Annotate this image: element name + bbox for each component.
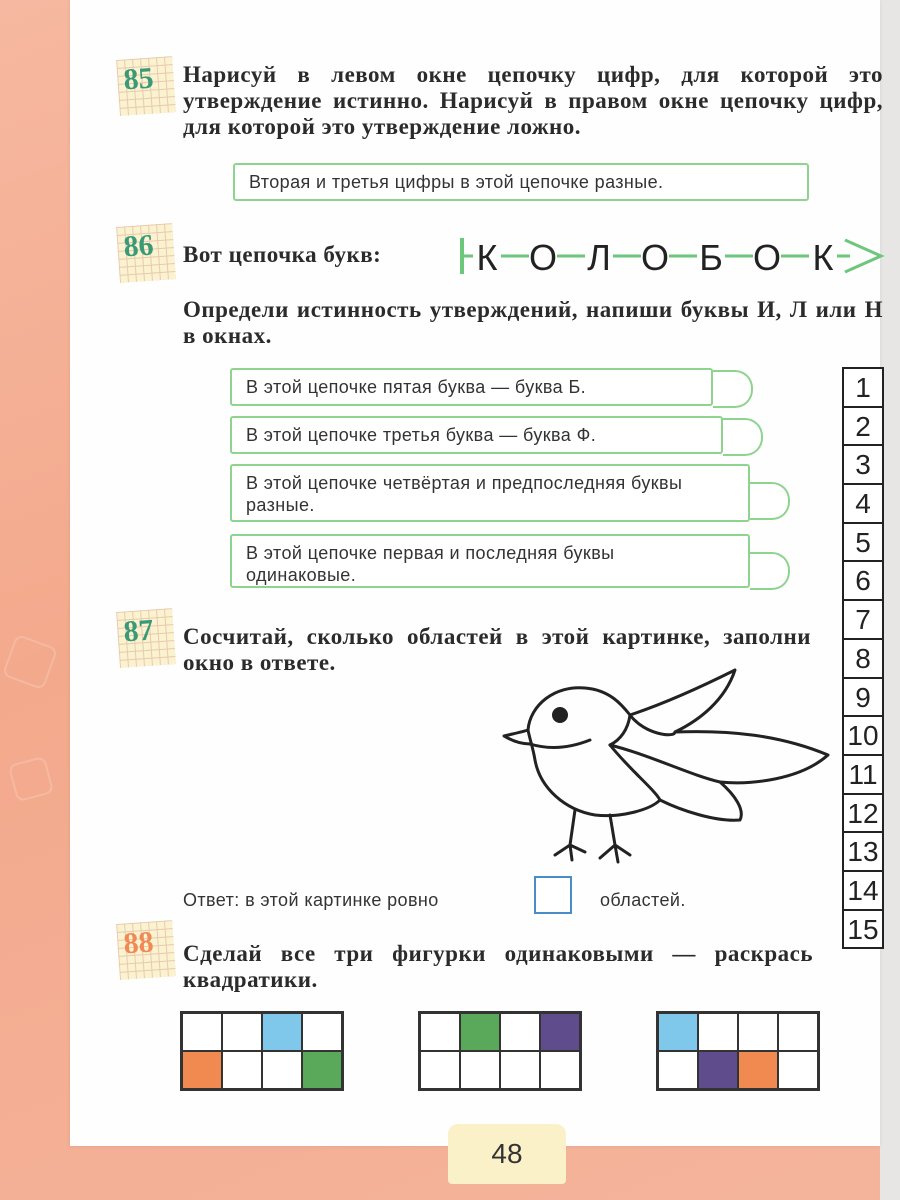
number-cell: 6 — [844, 562, 882, 601]
answer-window[interactable] — [750, 482, 790, 520]
color-grid-1 — [180, 1011, 344, 1091]
task-number: 88 — [122, 925, 155, 961]
task-number-badge — [116, 223, 176, 283]
chain-letter: О — [640, 237, 670, 278]
textbook-page — [70, 0, 883, 1169]
statement-box: В этой цепочке пятая буква — буква Б. — [230, 368, 713, 406]
statement-box: В этой цепочке третья буква — буква Ф. — [230, 416, 723, 454]
answer-window[interactable] — [750, 552, 790, 590]
number-cell: 3 — [844, 446, 882, 485]
grid-cell[interactable] — [658, 1013, 698, 1051]
page-number: 48 — [448, 1124, 566, 1184]
color-grid-3 — [656, 1011, 820, 1091]
answer-window[interactable] — [713, 370, 753, 408]
grid-cell[interactable] — [460, 1051, 500, 1089]
chain-arrow — [845, 240, 881, 272]
answer-suffix-line — [600, 890, 686, 911]
background-decoration — [8, 756, 55, 803]
task-number: 86 — [122, 228, 155, 264]
statement-box: В этой цепочке первая и последняя буквы одинаковые. — [230, 534, 750, 588]
bird-drawing — [500, 660, 840, 880]
number-cell: 1 — [844, 369, 882, 408]
number-cell: 2 — [844, 408, 882, 447]
chain-letter: О — [752, 237, 782, 278]
task-text: Нарисуй в левом окне цепочку цифр, для которой это утверждение истинно. Нарисуй в правом окне цепочку цифр, для которой это утверждение ложно. — [183, 62, 883, 139]
grid-cell[interactable] — [262, 1013, 302, 1051]
grid-cell[interactable] — [778, 1013, 818, 1051]
statement-box: Вторая и третья цифры в этой цепочке разные. — [233, 163, 809, 201]
number-column — [842, 367, 884, 949]
chain-letter: Л — [587, 237, 611, 278]
color-grid-2 — [418, 1011, 582, 1091]
task-text: Сделай все три фигурки одинаковыми — раскрась квадратики. — [183, 941, 813, 992]
number-cell: 9 — [844, 679, 882, 718]
grid-cell[interactable] — [460, 1013, 500, 1051]
number-cell: 8 — [844, 640, 882, 679]
task-number-badge — [116, 608, 176, 668]
grid-cell[interactable] — [222, 1013, 262, 1051]
number-cell: 15 — [847, 913, 879, 945]
number-cell: 10 — [844, 717, 882, 756]
grid-cell[interactable] — [738, 1051, 778, 1089]
background-decoration — [2, 634, 58, 690]
grid-cell[interactable] — [222, 1051, 262, 1089]
number-cell: 4 — [844, 485, 882, 524]
grid-cell[interactable] — [182, 1051, 222, 1089]
grid-cell[interactable] — [262, 1051, 302, 1089]
answer-suffix: областей. — [600, 890, 686, 910]
chain-letter: О — [528, 237, 558, 278]
grid-cell[interactable] — [698, 1051, 738, 1089]
chain-letter: К — [812, 237, 834, 278]
grid-cell[interactable] — [500, 1051, 540, 1089]
number-cell: 13 — [844, 833, 882, 872]
task-number-badge — [116, 920, 176, 980]
answer-prefix: Ответ: в этой картинке ровно — [183, 890, 439, 910]
number-cell: 11 — [844, 756, 882, 795]
letter-chain — [455, 232, 885, 282]
grid-cell[interactable] — [778, 1051, 818, 1089]
grid-cell[interactable] — [738, 1013, 778, 1051]
number-cell: 5 — [844, 524, 882, 563]
grid-cell[interactable] — [658, 1051, 698, 1089]
grid-cell[interactable] — [540, 1051, 580, 1089]
chain-letter: Б — [699, 237, 723, 278]
statement-box: В этой цепочке четвёртая и предпоследняя буквы разные. — [230, 464, 750, 522]
task-number: 85 — [122, 61, 155, 97]
grid-cell[interactable] — [420, 1051, 460, 1089]
answer-input-box[interactable] — [534, 876, 572, 914]
task-number-badge — [116, 56, 176, 116]
task-text: Определи истинность утверждений, напиши буквы И, Л или Н в окнах. — [183, 297, 883, 348]
grid-cell[interactable] — [540, 1013, 580, 1051]
answer-window[interactable] — [723, 418, 763, 456]
grid-cell[interactable] — [698, 1013, 738, 1051]
answer-line — [183, 890, 439, 911]
task-text: Сосчитай, сколько областей в этой картинке, заполни окно в ответе. — [183, 624, 811, 675]
number-cell: 14 — [844, 872, 882, 911]
grid-cell[interactable] — [302, 1013, 342, 1051]
number-cell: 7 — [844, 601, 882, 640]
task-number: 87 — [122, 613, 155, 649]
number-cell: 12 — [844, 795, 882, 834]
grid-cell[interactable] — [420, 1013, 460, 1051]
chain-letter: К — [476, 237, 498, 278]
grid-cell[interactable] — [302, 1051, 342, 1089]
grid-cell[interactable] — [500, 1013, 540, 1051]
chain-intro: Вот цепочка букв: — [183, 242, 382, 267]
grid-cell[interactable] — [182, 1013, 222, 1051]
